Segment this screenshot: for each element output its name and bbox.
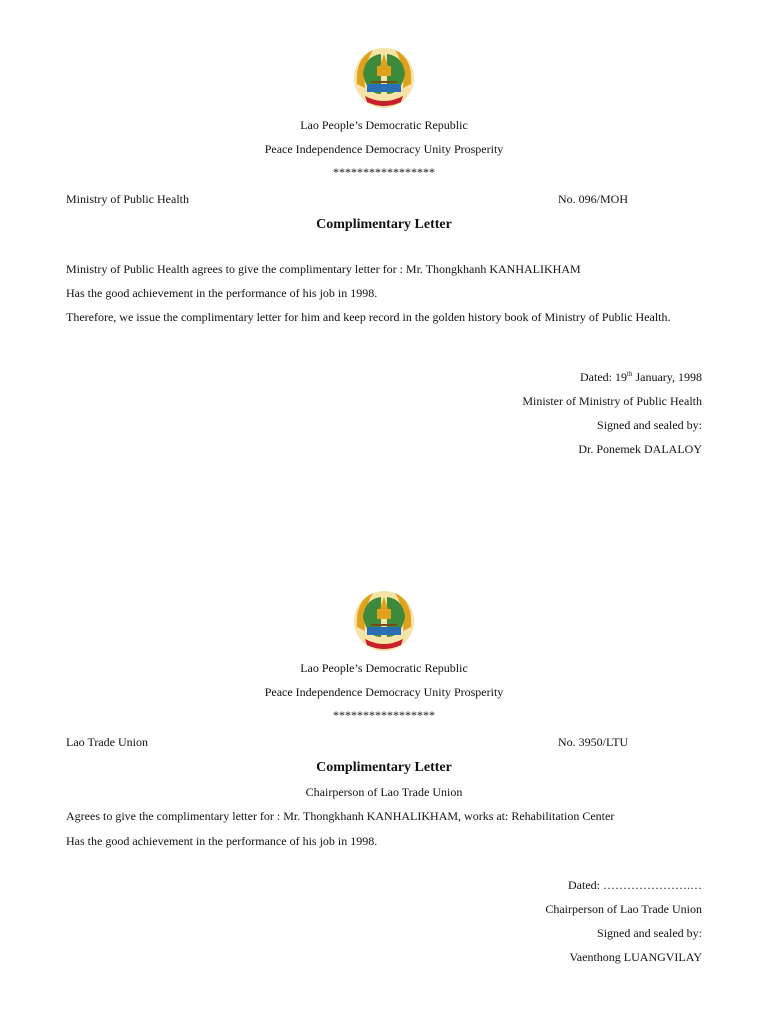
body-line: Ministry of Public Health agrees to give the complimentary letter for : Mr. Thongkhanh KANHALIKHAM <box>66 262 581 276</box>
signer-name: Dr. Ponemek DALALOY <box>578 442 702 456</box>
lao-national-emblem-icon <box>351 44 417 110</box>
signer-role: Minister of Ministry of Public Health <box>522 394 702 408</box>
country-name: Lao People’s Democratic Republic <box>300 661 468 675</box>
reference-number: No. 096/MOH <box>558 192 629 206</box>
lao-national-emblem-icon <box>351 587 417 653</box>
signer-name: Vaenthong LUANGVILAY <box>569 950 702 964</box>
issuer: Ministry of Public Health <box>66 192 189 206</box>
body-paragraph: Therefore, we issue the complimentary letter for him and keep record in the golden history book of Ministry of Public Health. <box>66 310 671 324</box>
national-motto: Peace Independence Democracy Unity Prosperity <box>264 685 504 699</box>
letter-title: Complimentary Letter <box>316 217 452 232</box>
date-line: Dated: 19th January, 1998 <box>580 370 702 384</box>
body-line: Has the good achievement in the performance of his job in 1998. <box>66 286 378 300</box>
divider-stars: ***************** <box>333 165 435 179</box>
reference-number: No. 3950/LTU <box>558 735 629 749</box>
signer-role: Chairperson of Lao Trade Union <box>545 902 702 916</box>
body-line: Has the good achievement in the performance of his job in 1998. <box>66 834 378 848</box>
signed-sealed-label: Signed and sealed by: <box>597 418 702 432</box>
country-name: Lao People’s Democratic Republic <box>300 118 468 132</box>
body-line: Agrees to give the complimentary letter for : Mr. Thongkhanh KANHALIKHAM, works at: Rehabilitation Center <box>66 809 615 823</box>
date-line: Dated: ………………….… <box>568 878 702 892</box>
letter-title: Complimentary Letter <box>316 760 452 775</box>
signed-sealed-label: Signed and sealed by: <box>597 926 702 940</box>
issuer: Lao Trade Union <box>66 735 148 749</box>
letter-subtitle: Chairperson of Lao Trade Union <box>305 785 463 799</box>
divider-stars: ***************** <box>333 708 435 722</box>
national-motto: Peace Independence Democracy Unity Prosperity <box>264 142 504 156</box>
